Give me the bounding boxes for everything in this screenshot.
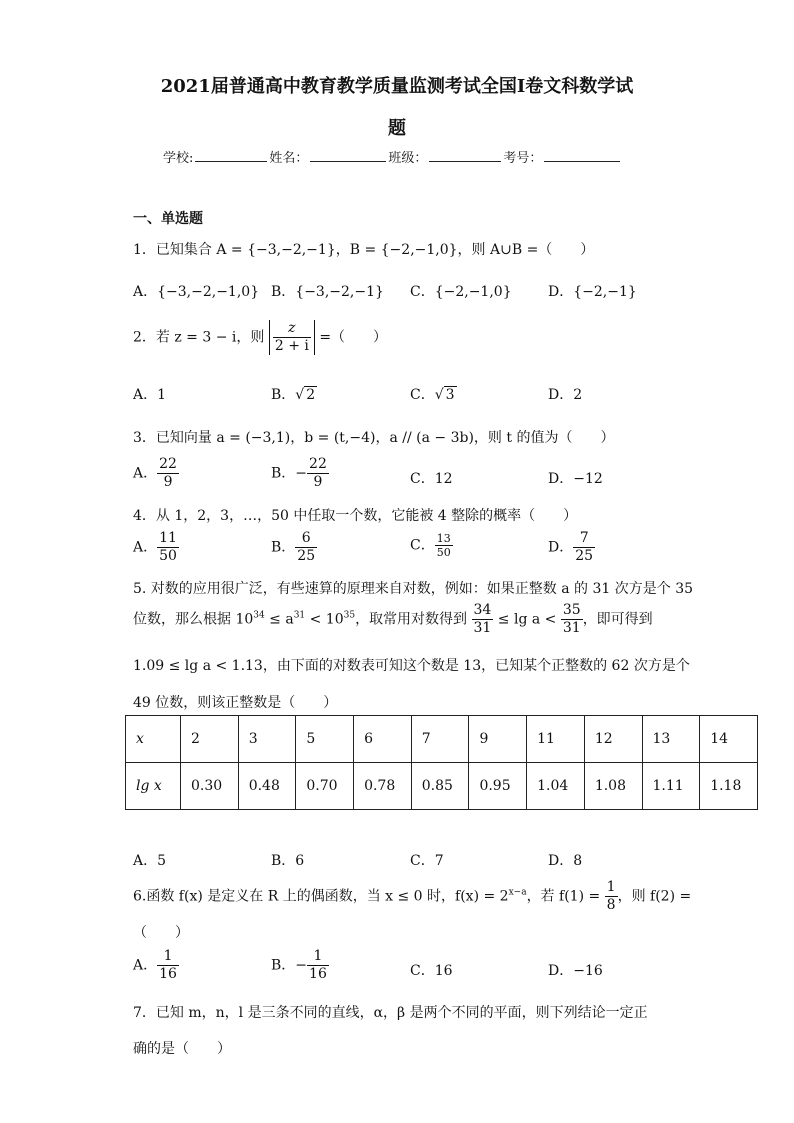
q3-option-a-label: A． <box>133 465 158 482</box>
school-label: 学校: <box>163 151 194 166</box>
q5-exp2: 31 <box>293 610 306 621</box>
q5-line2-mid3: ，取常用对数得到 <box>355 611 468 628</box>
q6-a-den: 16 <box>159 965 177 982</box>
q5-option-d[interactable]: D．8 <box>548 853 583 869</box>
table-cell: 0.85 <box>411 763 469 810</box>
q4-option-a[interactable] <box>133 530 179 565</box>
q2-option-b-rad: 2 <box>306 387 316 403</box>
q6-line2: （ ） <box>133 925 189 941</box>
table-cell: 3 <box>238 716 296 763</box>
q6-option-b-label: B．− <box>271 957 308 974</box>
q6-option-a[interactable] <box>133 948 179 983</box>
q7-line1: 7．已知 m，n，l 是三条不同的直线，α，β 是两个不同的平面，则下列结论一定正 <box>133 1005 648 1021</box>
q4-b-den: 25 <box>297 547 316 564</box>
table-cell: 13 <box>642 716 700 763</box>
q5-line2-pre: 位数，那么根据 10 <box>133 611 254 628</box>
table-row <box>126 716 758 763</box>
q6-frac-den: 8 <box>606 896 616 913</box>
q3-option-b[interactable] <box>271 456 329 491</box>
q3-option-b-label: B．− <box>271 465 308 482</box>
q6-a-num: 1 <box>157 948 179 966</box>
q5-frac1-den: 31 <box>473 619 492 636</box>
q3-option-c[interactable]: C．12 <box>410 471 453 487</box>
q2-stem-post: =（ ） <box>319 329 388 346</box>
q4-option-b[interactable] <box>271 530 317 565</box>
q4-option-d[interactable] <box>548 530 595 565</box>
table-cell: 12 <box>584 716 642 763</box>
q6-stem-mid: ，若 f(1) = <box>526 888 601 905</box>
q6-option-c[interactable]: C．16 <box>410 963 453 979</box>
q4-c-num: 13 <box>436 532 451 545</box>
q5-exp1: 34 <box>253 610 265 621</box>
school-field[interactable] <box>195 147 267 162</box>
q4-option-c[interactable] <box>410 532 453 559</box>
q3-option-d[interactable]: D．−12 <box>548 471 603 487</box>
q3-stem: 3．已知向量 a = (−3,1)，b = (t,−4)，a // (a − 3b)，则 t 的值为（ ） <box>133 430 615 446</box>
q2-abs-value <box>269 320 315 355</box>
q1-stem: 1．已知集合 A = {−3,−2,−1}，B = {−2,−1,0}，则 A∪B =（ ） <box>133 242 595 258</box>
q6-stem-pre: 6.函数 f(x) 是定义在 R 上的偶函数，当 x ≤ 0 时，f(x) = 2 <box>133 888 509 905</box>
q2-option-c-label: C． <box>410 387 435 403</box>
q6-stem <box>133 879 691 914</box>
q4-stem: 4．从 1，2，3，…，50 中任取一个数，它能被 4 整除的概率（ ） <box>133 508 578 524</box>
page-title-cont: 题 <box>388 118 406 139</box>
q2-option-b[interactable] <box>271 384 317 404</box>
table-row <box>126 763 758 810</box>
q3-a-den: 9 <box>163 473 173 490</box>
q6-b-den: 16 <box>309 965 327 982</box>
q2-stem-pre: 2．若 z = 3 − i，则 <box>133 329 265 346</box>
table-cell: 1.04 <box>527 763 585 810</box>
class-field[interactable] <box>429 147 501 162</box>
q5-frac1-num: 34 <box>473 602 492 618</box>
q1-option-c[interactable]: C．{−2,−1,0} <box>410 284 512 300</box>
q2-stem <box>133 320 387 355</box>
q6-frac-num: 1 <box>606 879 616 895</box>
q2-frac-den: 2 + i <box>274 337 309 354</box>
q5-exp3: 35 <box>343 610 356 621</box>
q2-option-d[interactable]: D．2 <box>548 387 583 403</box>
name-label: 姓名： <box>269 151 309 166</box>
log-table <box>125 715 758 810</box>
class-label: 班级： <box>388 151 428 166</box>
table-cell: 5 <box>296 716 354 763</box>
q5-line2-post: ，即可得到 <box>582 611 653 628</box>
sqrt-icon: √ 3 <box>434 387 455 403</box>
q2-option-c[interactable] <box>410 384 457 404</box>
q6-exp: x−a <box>508 887 527 898</box>
q5-frac2-num: 35 <box>562 602 581 618</box>
q7-line2: 确的是（ ） <box>133 1041 231 1057</box>
number-field[interactable] <box>544 147 620 162</box>
sqrt-icon: √ 2 <box>295 387 316 403</box>
table-cell: x <box>126 716 181 763</box>
q6-option-a-label: A． <box>133 957 158 974</box>
q5-line2-mid4: ≤ lg a < <box>497 611 557 628</box>
q4-a-num: 11 <box>159 530 177 546</box>
q5-frac2-den: 31 <box>562 619 581 636</box>
table-cell: 0.78 <box>354 763 412 810</box>
q3-option-a[interactable] <box>133 456 179 491</box>
q2-option-a[interactable]: A．1 <box>133 387 167 403</box>
q2-frac-num: z <box>273 320 311 338</box>
section-heading: 一、单选题 <box>133 211 203 227</box>
table-cell: 1.18 <box>700 763 758 810</box>
table-cell: lg x <box>126 763 181 810</box>
table-cell: 0.95 <box>469 763 527 810</box>
table-cell: 1.11 <box>642 763 700 810</box>
table-cell: 0.70 <box>296 763 354 810</box>
q4-d-num: 7 <box>573 530 595 548</box>
q4-option-b-label: B． <box>271 539 296 556</box>
q1-option-b[interactable]: B．{−3,−2,−1} <box>271 284 384 300</box>
q6-b-num: 1 <box>307 948 329 966</box>
table-cell: 14 <box>700 716 758 763</box>
page-title: 2021届普通高中教育教学质量监测考试全国I卷文科数学试 <box>160 76 634 97</box>
q5-line2-mid2: < 10 <box>305 611 344 628</box>
q2-option-c-rad: 3 <box>445 387 455 403</box>
q4-b-num: 6 <box>295 530 317 548</box>
q4-d-den: 25 <box>575 547 594 564</box>
q4-a-den: 50 <box>159 547 177 564</box>
q5-line1: 5. 对数的应用很广泛，有些速算的原理来自对数，例如：如果正整数 a 的 31 次方是个 35 <box>133 581 694 597</box>
q5-option-b[interactable]: B．6 <box>271 853 305 869</box>
q2-option-b-label: B． <box>271 387 296 403</box>
q6-option-b[interactable] <box>271 948 329 983</box>
number-label: 考号： <box>503 151 543 166</box>
table-cell: 11 <box>527 716 585 763</box>
table-cell: 0.30 <box>181 763 239 810</box>
table-cell: 2 <box>181 716 239 763</box>
q3-b-num: 22 <box>309 456 327 472</box>
table-cell: 9 <box>469 716 527 763</box>
q6-stem-post: ，则 f(2) = <box>617 888 692 905</box>
q4-c-den: 50 <box>436 546 451 560</box>
q1-option-a[interactable]: A．{−3,−2,−1,0} <box>133 284 260 300</box>
q5-line2-mid1: ≤ a <box>264 611 294 628</box>
q5-line3: 1.09 ≤ lg a < 1.13，由下面的对数表可知这个数是 13，已知某个正整数的 62 次方是个 <box>133 658 690 674</box>
table-cell: 0.48 <box>238 763 296 810</box>
q5-option-c[interactable]: C．7 <box>410 853 444 869</box>
header-fields <box>163 147 622 166</box>
q4-option-c-label: C． <box>410 537 435 554</box>
name-field[interactable] <box>310 147 386 162</box>
table-cell: 1.08 <box>584 763 642 810</box>
q1-option-d[interactable]: D．{−2,−1} <box>548 284 637 300</box>
q4-option-a-label: A． <box>133 539 158 556</box>
q3-a-num: 22 <box>159 456 177 472</box>
q5-option-a[interactable]: A．5 <box>133 853 167 869</box>
q3-b-den: 9 <box>313 473 323 490</box>
table-cell: 7 <box>411 716 469 763</box>
q4-option-d-label: D． <box>548 539 574 556</box>
q5-line4: 49 位数，则该正整数是（ ） <box>133 695 338 711</box>
q6-option-d[interactable]: D．−16 <box>548 963 603 979</box>
q5-line2 <box>133 602 653 637</box>
table-cell: 6 <box>354 716 412 763</box>
